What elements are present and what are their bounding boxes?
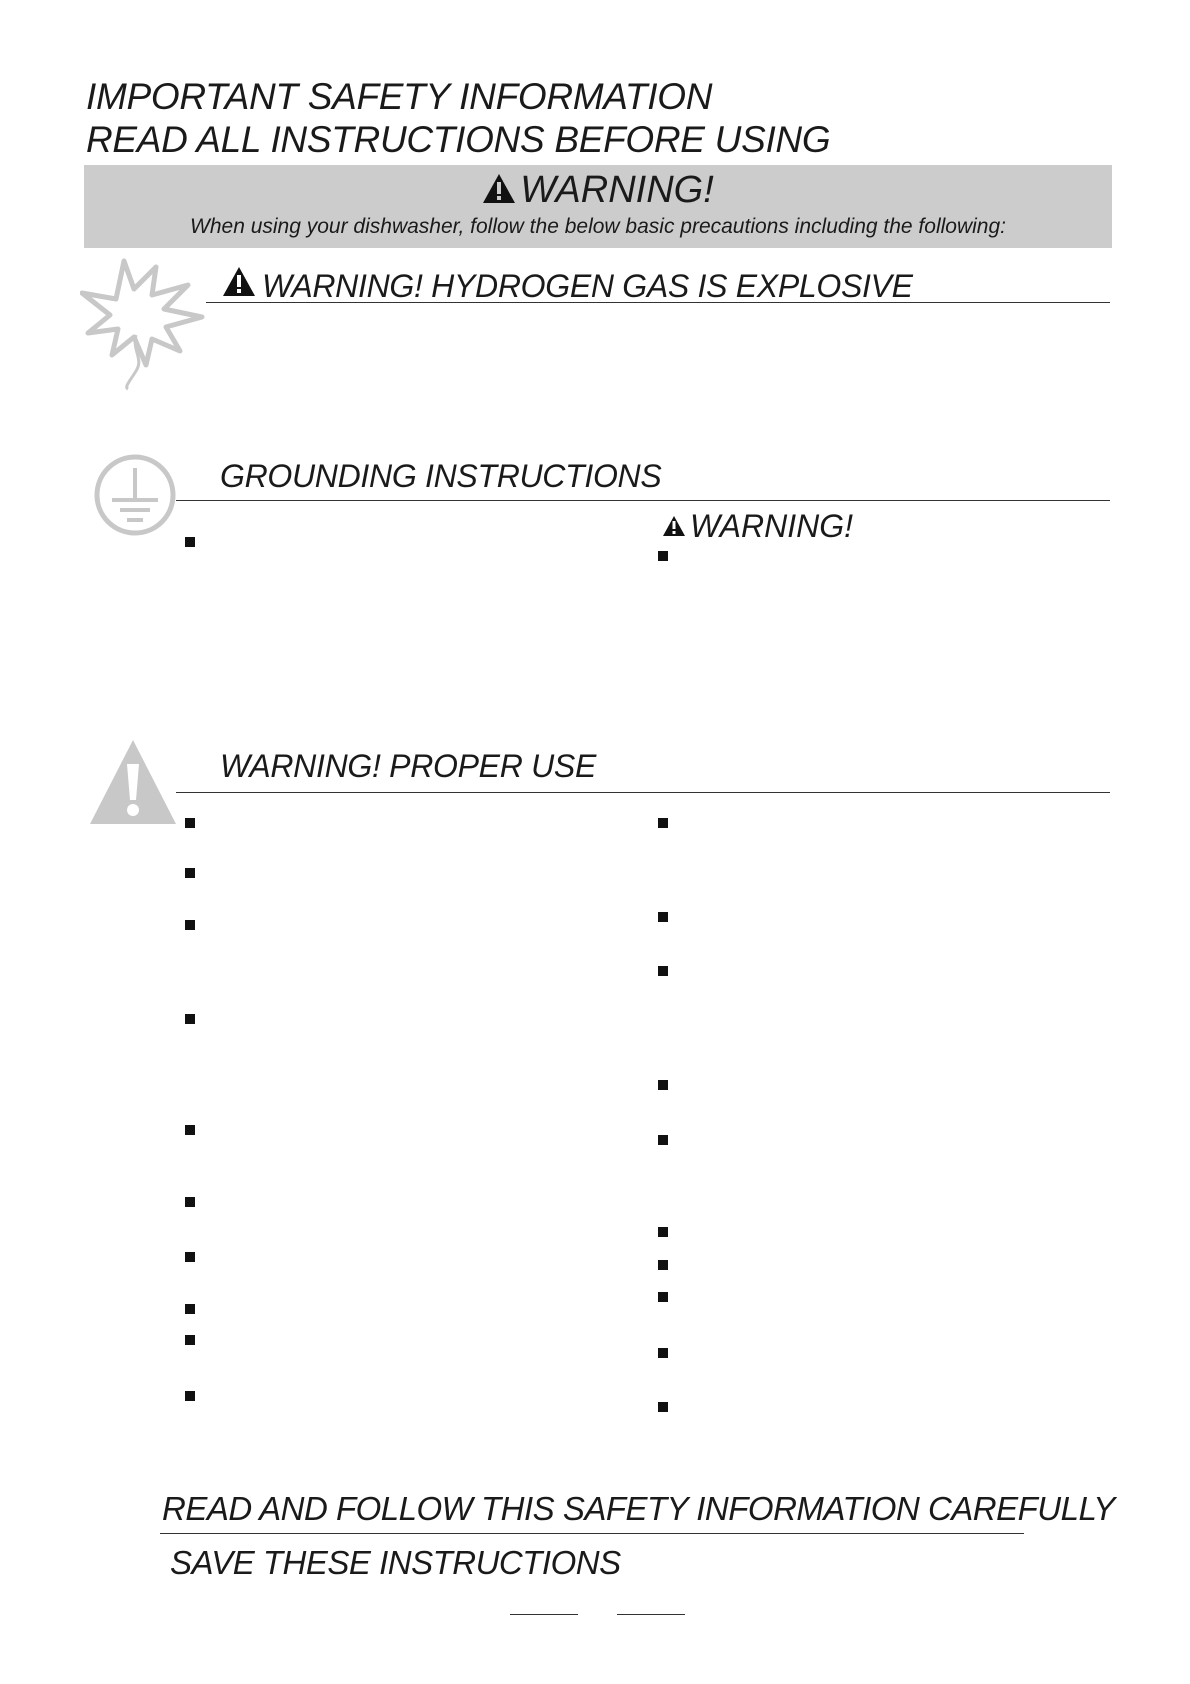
proper-use-heading: WARNING! PROPER USE	[220, 748, 596, 784]
save-instructions-heading: SAVE THESE INSTRUCTIONS	[170, 1544, 621, 1581]
ground-symbol-icon	[92, 452, 178, 538]
title-line-2: READ ALL INSTRUCTIONS BEFORE USING	[86, 119, 831, 160]
proper-use-bullet-right	[658, 1080, 668, 1090]
proper-use-bullet-right	[658, 1227, 668, 1237]
warning-triangle-icon	[662, 515, 686, 537]
proper-use-bullet-left	[185, 868, 195, 878]
proper-use-bullet-left	[185, 818, 195, 828]
grounding-bullet-left	[185, 537, 195, 547]
proper-use-bullet-right	[658, 1260, 668, 1270]
hydrogen-heading: WARNING! HYDROGEN GAS IS EXPLOSIVE	[262, 268, 913, 304]
read-follow-heading: READ AND FOLLOW THIS SAFETY INFORMATION CAREFULLY	[162, 1490, 1115, 1527]
proper-use-bullet-right	[658, 912, 668, 922]
hydrogen-rule	[206, 302, 1110, 303]
proper-use-bullet-right	[658, 1292, 668, 1302]
proper-use-bullet-left	[185, 920, 195, 930]
proper-use-bullet-left	[185, 1252, 195, 1262]
title-line-1: IMPORTANT SAFETY INFORMATION	[86, 76, 713, 117]
proper-use-bullet-right	[658, 1402, 668, 1412]
proper-use-bullet-right	[658, 1135, 668, 1145]
grounding-warning: WARNING!	[690, 508, 853, 544]
proper-use-bullet-left	[185, 1125, 195, 1135]
banner-subtitle: When using your dishwasher, follow the below basic precautions including the following:	[190, 215, 1006, 238]
warning-triangle-icon	[482, 173, 516, 204]
proper-use-bullet-right	[658, 818, 668, 828]
proper-use-bullet-left	[185, 1304, 195, 1314]
proper-use-bullet-left	[185, 1391, 195, 1401]
exclamation-triangle-icon	[88, 738, 178, 826]
warning-triangle-icon	[222, 266, 256, 297]
grounding-bullet-right	[658, 551, 668, 561]
footer-rule	[160, 1533, 1024, 1534]
page-number-line-left	[510, 1614, 578, 1615]
banner-warning-text: WARNING!	[520, 169, 714, 211]
proper-use-bullet-left	[185, 1014, 195, 1024]
banner-warning-heading	[84, 168, 1112, 212]
page-number-line-right	[617, 1614, 685, 1615]
grounding-rule	[176, 500, 1110, 501]
proper-use-bullet-left	[185, 1335, 195, 1345]
proper-use-bullet-left	[185, 1197, 195, 1207]
proper-use-bullet-right	[658, 1348, 668, 1358]
warning-banner	[84, 165, 1112, 248]
grounding-heading: GROUNDING INSTRUCTIONS	[220, 458, 662, 494]
proper-use-rule	[176, 792, 1110, 793]
explosion-icon	[80, 255, 206, 391]
proper-use-bullet-right	[658, 966, 668, 976]
